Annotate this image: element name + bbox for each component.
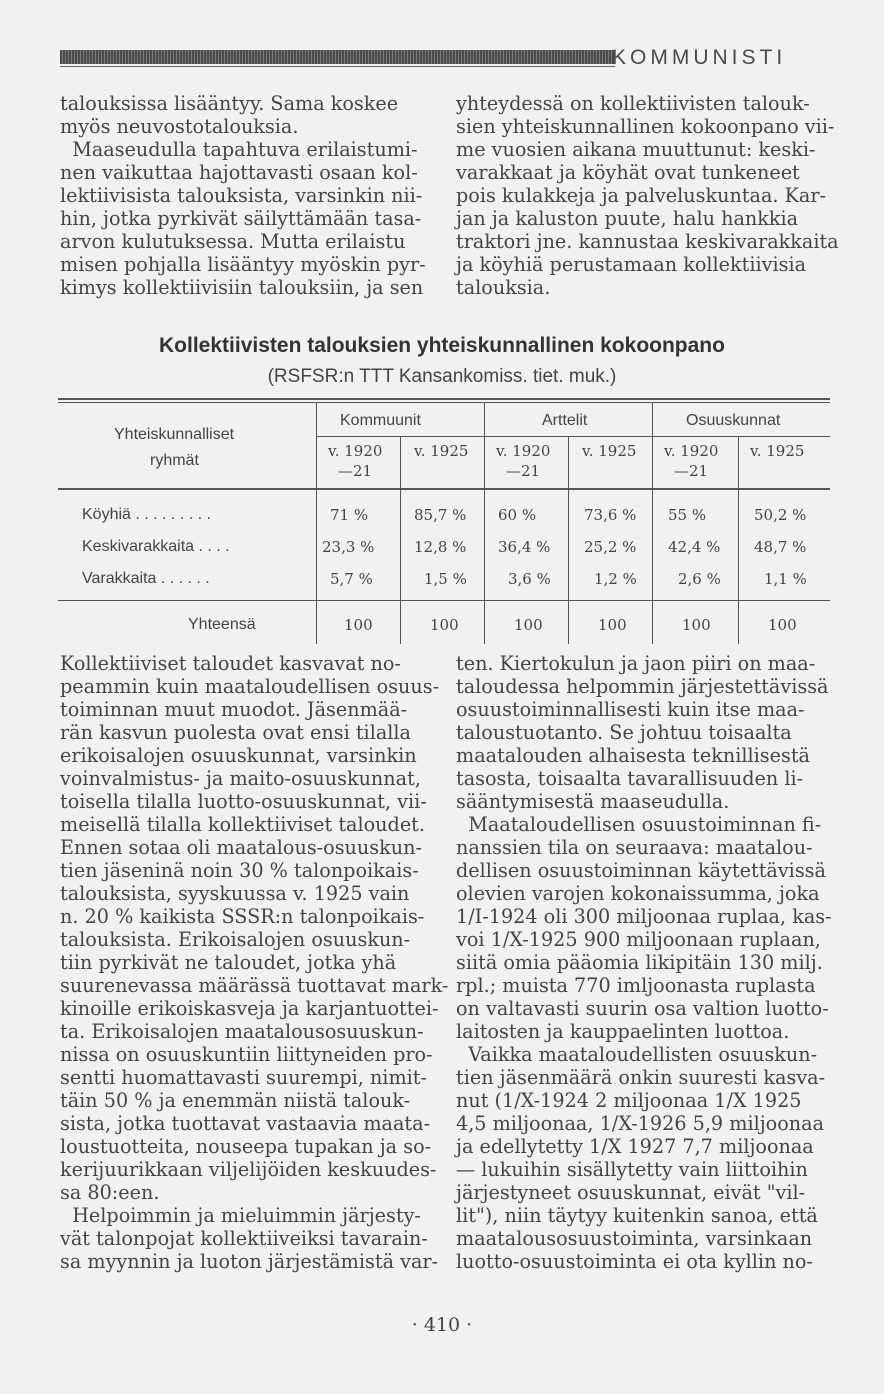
total-cell: 100 xyxy=(430,616,459,634)
text-line: hin, jotka pyrkivät säilyttämään tasa- xyxy=(60,207,422,230)
journal-title: KOMMUNISTI xyxy=(612,46,787,69)
text-line: Kollektiiviset taloudet kasvavat no- xyxy=(60,652,401,675)
text-line: sääntymisestä maaseudulla. xyxy=(456,790,730,813)
table-vrule xyxy=(484,402,485,644)
text-line: Ennen sotaa oli maatalous-osuuskun- xyxy=(60,836,422,859)
text-line: talouksista. Erikoisalojen osuuskun- xyxy=(60,928,411,951)
table-cell: 71 % xyxy=(330,506,369,524)
table-cell: 23,3 % xyxy=(322,538,375,556)
period-a-header: v. 1920 xyxy=(664,442,719,460)
group-header-arttelit: Arttelit xyxy=(542,412,588,429)
text-line: 1/I-1924 oli 300 miljoonaa ruplaa, kas- xyxy=(456,905,832,928)
text-line: toiminnan muut muodot. Jäsenmää- xyxy=(60,698,408,721)
text-line: taloustuotanto. Se johtuu toisaalta xyxy=(456,721,792,744)
text-line: vät talonpojat kollektiiveiksi tavarain- xyxy=(60,1227,428,1250)
text-line: tien jäsenmäärä onkin suuresti kasva- xyxy=(456,1066,826,1089)
table-title: Kollektiivisten talouksien yhteiskunnallinen kokoonpano xyxy=(159,334,725,357)
period-a-header-2: —21 xyxy=(674,462,709,480)
total-label: Yhteensä xyxy=(188,616,256,633)
text-line: luotto-osuustoiminta ei ota kyllin no- xyxy=(456,1250,813,1273)
table-cell: 48,7 % xyxy=(754,538,807,556)
table-rule-top xyxy=(58,398,830,400)
text-line: loustuotteita, nouseepa tupakan ja so- xyxy=(60,1135,432,1158)
text-line: kinoille erikoiskasveja ja karjantuottei- xyxy=(60,997,439,1020)
text-line: traktori jne. kannustaa keskivarakkaita xyxy=(456,230,839,253)
text-line: Maaseudulla tapahtuva erilaistumi- xyxy=(60,138,418,161)
text-line: sentti huomattavasti suurempi, nimit- xyxy=(60,1066,427,1089)
table-rule-top-thin xyxy=(58,402,830,403)
text-line: maatalouden alhaisesta teknillisestä xyxy=(456,744,810,767)
group-header-osuuskunnat: Osuuskunnat xyxy=(686,412,781,429)
text-line: me vuosien aikana muuttunut: keski- xyxy=(456,138,816,161)
text-line: ten. Kiertokulun ja jaon piiri on maa- xyxy=(456,652,816,675)
text-line: Vaikka maataloudellisten osuuskun- xyxy=(456,1043,818,1066)
table-cell: 85,7 % xyxy=(414,506,467,524)
row-header-line2: ryhmät xyxy=(150,452,199,469)
text-line: nut (1/X-1924 2 miljoonaa 1/X 1925 xyxy=(456,1089,802,1112)
text-line: nissa on osuuskuntiin liittyneiden pro- xyxy=(60,1043,433,1066)
text-line: kimys kollektiivisiin talouksiin, ja sen xyxy=(60,276,424,299)
text-line: lektiivisista talouksista, varsinkin nii- xyxy=(60,184,423,207)
text-line: Helpoimmin ja mieluimmin järjesty- xyxy=(60,1204,421,1227)
table-cell: 25,2 % xyxy=(584,538,637,556)
top-left-column xyxy=(60,92,435,299)
total-cell: 100 xyxy=(344,616,373,634)
table-cell: 73,6 % xyxy=(584,506,637,524)
text-line: toisella tilalla luotto-osuuskunnat, vii- xyxy=(60,790,427,813)
text-line: suurenevassa määrässä tuottavat mark- xyxy=(60,974,449,997)
table-vrule xyxy=(568,436,569,644)
text-line: laitosten ja kauppaelinten luottoa. xyxy=(456,1020,790,1043)
total-cell: 100 xyxy=(514,616,543,634)
text-line: sa myynnin ja luoton järjestämistä var- xyxy=(60,1250,439,1273)
text-line: kerijuurikkaan viljelijöiden keskuudes- xyxy=(60,1158,437,1181)
text-line: osuustoiminnallisesti kuin itse maa- xyxy=(456,698,805,721)
table-vrule xyxy=(738,436,739,644)
composition-table xyxy=(58,398,830,643)
text-line: meisellä tilalla kollektiiviset taloudet. xyxy=(60,813,425,836)
text-line: siitä omia pääomia likipitäin 130 milj. xyxy=(456,951,823,974)
table-cell: 1,1 % xyxy=(764,570,807,588)
text-line: 4,5 miljoonaa, 1/X-1926 5,9 miljoonaa xyxy=(456,1112,825,1135)
period-b-header: v. 1925 xyxy=(582,442,637,460)
text-line: sa 80:een. xyxy=(60,1181,160,1204)
text-line: ta. Erikoisalojen maatalousosuuskun- xyxy=(60,1020,424,1043)
table-cell: 50,2 % xyxy=(754,506,807,524)
text-line: lit"), niin täytyy kuitenkin sanoa, että xyxy=(456,1204,818,1227)
text-line: n. 20 % kaikista SSSR:n talonpoikais- xyxy=(60,905,425,928)
text-line: tien jäseninä noin 30 % talonpoikais- xyxy=(60,859,419,882)
text-line: voinvalmistus- ja maito-osuuskunnat, xyxy=(60,767,421,790)
text-line: rpl.; muista 770 imljoonasta ruplasta xyxy=(456,974,816,997)
top-right-column xyxy=(456,92,839,299)
text-line: myös neuvostotalouksia. xyxy=(60,115,299,138)
text-line: pois kulakkeja ja palveluskuntaa. Kar- xyxy=(456,184,827,207)
text-line: Maataloudellisen osuustoiminnan fi- xyxy=(456,813,822,836)
text-line: jan ja kaluston puute, halu hankkia xyxy=(456,207,799,230)
text-line: sista, jotka tuottavat vastaavia maata- xyxy=(60,1112,431,1135)
period-a-header-2: —21 xyxy=(506,462,541,480)
total-cell: 100 xyxy=(598,616,627,634)
table-cell: 5,7 % xyxy=(330,570,373,588)
table-vrule xyxy=(400,436,401,644)
header-rule-thin xyxy=(60,66,615,67)
text-line: sien yhteiskunnallinen kokoonpano vii- xyxy=(456,115,835,138)
text-line: täin 50 % ja enemmän niistä talouk- xyxy=(60,1089,411,1112)
text-line: talouksissa lisääntyy. Sama koskee xyxy=(60,92,399,115)
period-b-header: v. 1925 xyxy=(750,442,805,460)
text-line: olevien varojen kokonaissumma, joka xyxy=(456,882,820,905)
total-cell: 100 xyxy=(768,616,797,634)
text-line: dellisen osuustoiminnan käytettävissä xyxy=(456,859,826,882)
table-cell: 42,4 % xyxy=(668,538,721,556)
text-line: erikoisalojen osuuskunnat, varsinkin xyxy=(60,744,417,767)
table-cell: 1,5 % xyxy=(424,570,467,588)
text-line: arvon kulutuksessa. Mutta erilaistu xyxy=(60,230,406,253)
page-number: · 410 · xyxy=(411,1314,473,1336)
text-line: talouksista, syyskuussa v. 1925 vain xyxy=(60,882,410,905)
text-line: järjestyneet osuuskunnat, eivät "vil- xyxy=(456,1181,806,1204)
table-rule-total xyxy=(58,600,830,601)
text-line: peammin kuin maataloudellisen osuus- xyxy=(60,675,440,698)
text-line: taloudessa helpommin järjestettävissä xyxy=(456,675,829,698)
text-line: nen vaikuttaa hajottavasti osaan kol- xyxy=(60,161,418,184)
text-line: maatalousosuustoiminta, varsinkaan xyxy=(456,1227,813,1250)
text-line: rän kasvun puolesta ovat ensi tilalla xyxy=(60,721,411,744)
bottom-right-column xyxy=(456,652,832,1273)
text-line: varakkaat ja köyhät ovat tunkeneet xyxy=(456,161,800,184)
table-vrule xyxy=(652,402,653,644)
text-line: misen pohjalla lisääntyy myöskin pyr- xyxy=(60,253,426,276)
table-vrule xyxy=(316,402,317,644)
text-line: voi 1/X-1925 900 miljoonaan ruplaan, xyxy=(456,928,821,951)
period-a-header-2: —21 xyxy=(338,462,373,480)
table-cell: 1,2 % xyxy=(594,570,637,588)
text-line: tiin pyrkivät ne taloudet, jotka yhä xyxy=(60,951,397,974)
table-cell: 12,8 % xyxy=(414,538,467,556)
text-line: on valtavasti suurin osa valtion luotto- xyxy=(456,997,829,1020)
table-cell: 60 % xyxy=(498,506,537,524)
table-rule-group xyxy=(316,436,830,437)
period-a-header: v. 1920 xyxy=(328,442,383,460)
text-line: ja köyhiä perustamaan kollektiivisia xyxy=(456,253,807,276)
text-line: nanssien tila on seuraava: maatalou- xyxy=(456,836,813,859)
period-a-header: v. 1920 xyxy=(496,442,551,460)
table-subtitle: (RSFSR:n TTT Kansankomiss. tiet. muk.) xyxy=(267,366,617,387)
row-label-varakkaita: Varakkaita . . . . . . xyxy=(82,570,210,587)
header-rule-decoration xyxy=(60,50,615,64)
text-line: tasosta, toisaalta tavarallisuuden li- xyxy=(456,767,804,790)
text-line: talouksia. xyxy=(456,276,551,299)
text-line: ja edellytetty 1/X 1927 7,7 miljoonaa xyxy=(456,1135,814,1158)
total-cell: 100 xyxy=(682,616,711,634)
table-cell: 55 % xyxy=(668,506,707,524)
row-label-koyhia: Köyhiä . . . . . . . . . xyxy=(82,506,211,523)
bottom-left-column xyxy=(60,652,449,1273)
table-cell: 36,4 % xyxy=(498,538,551,556)
text-line: — lukuihin sisällytetty vain liittoihin xyxy=(456,1158,808,1181)
table-rule-header xyxy=(58,488,830,490)
row-label-keskivarakkaita: Keskivarakkaita . . . . xyxy=(82,538,230,555)
row-header-line1: Yhteiskunnalliset xyxy=(114,426,235,443)
table-cell: 3,6 % xyxy=(508,570,551,588)
text-line: yhteydessä on kollektiivisten talouk- xyxy=(456,92,810,115)
table-cell: 2,6 % xyxy=(678,570,721,588)
period-b-header: v. 1925 xyxy=(414,442,469,460)
group-header-kommuunit: Kommuunit xyxy=(340,412,421,429)
